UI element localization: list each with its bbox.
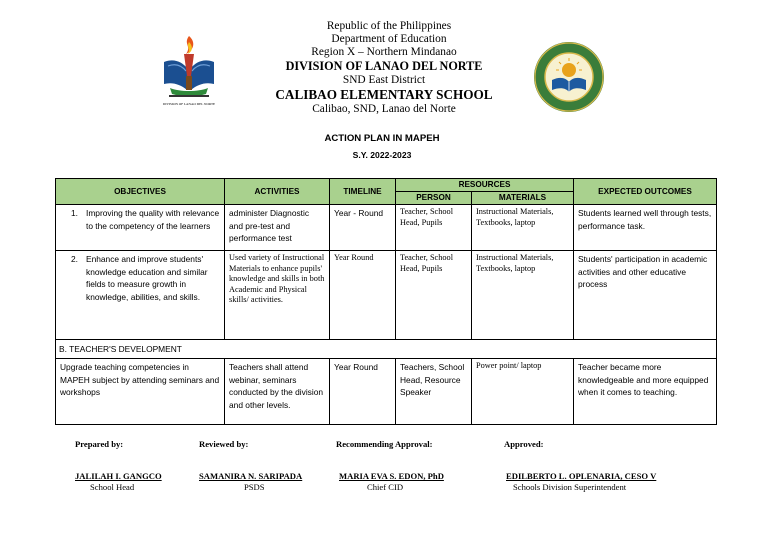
division-line: DIVISION OF LANAO DEL NORTE — [285, 59, 483, 73]
table-row — [56, 251, 717, 340]
objective-cell: Upgrade teaching competencies in MAPEH subject by attending seminars and workshops — [56, 359, 225, 425]
approved-position: Schools Division Superintendent — [513, 482, 627, 492]
header-timeline: TIMELINE — [330, 179, 396, 205]
timeline-cell: Year - Round — [330, 205, 396, 251]
header-resources: RESOURCES — [396, 179, 574, 192]
activity-cell: Used variety of Instructional Materials to enhance pupils' knowledge and skills in both Academic and Physical skills/ activities. — [225, 251, 330, 340]
activity-cell: Teachers shall attend webinar, seminars conducted by the division and other levels. — [225, 359, 330, 425]
address-line: Calibao, SND, Lanao del Norte — [312, 103, 456, 115]
approved-label: Approved: — [504, 439, 544, 449]
table-row — [56, 359, 717, 425]
header-objectives: OBJECTIVES — [56, 179, 225, 205]
objective-number: 1. — [71, 208, 78, 218]
objective-cell — [56, 251, 225, 340]
republic-line: Republic of the Philippines — [326, 20, 452, 32]
district-line: SND East District — [342, 74, 426, 86]
objective-number: 2. — [71, 254, 78, 264]
person-cell: Teachers, School Head, Resource Speaker — [396, 359, 472, 425]
header-materials: MATERIALS — [472, 192, 574, 205]
table-row — [56, 205, 717, 251]
outcome-cell: Teacher became more knowledgeable and more equipped when it comes to teaching. — [574, 359, 717, 425]
header-outcomes: EXPECTED OUTCOMES — [574, 179, 717, 205]
materials-cell: Instructional Materials, Textbooks, laptop — [472, 251, 574, 340]
activity-cell: administer Diagnostic and pre-test and performance test — [225, 205, 330, 251]
objective-text: Improving the quality with relevance to the competency of the learners — [86, 208, 220, 231]
section-b-label: B. TEACHER'S DEVELOPMENT — [56, 340, 717, 359]
person-cell: Teacher, School Head, Pupils — [396, 251, 472, 340]
recommending-label: Recommending Approval: — [336, 439, 433, 449]
outcome-cell: Students learned well through tests, performance task. — [574, 205, 717, 251]
objective-text: Enhance and improve students' knowledge education and similar fields to measure growth in knowledge, abilities, and skills. — [86, 254, 208, 302]
outcome-cell: Students' participation in academic activities and other educative process — [574, 251, 717, 340]
reviewed-label: Reviewed by: — [199, 439, 249, 449]
department-line: Department of Education — [331, 33, 447, 45]
person-cell: Teacher, School Head, Pupils — [396, 205, 472, 251]
timeline-cell: Year Round — [330, 359, 396, 425]
header-activities: ACTIVITIES — [225, 179, 330, 205]
timeline-cell: Year Round — [330, 251, 396, 340]
prepared-label: Prepared by: — [75, 439, 124, 449]
action-plan-table — [55, 178, 717, 425]
left-logo-caption: DIVISION OF LANAO DEL NORTE — [162, 102, 216, 106]
recommending-position: Chief CID — [367, 482, 404, 492]
document-title: ACTION PLAN IN MAPEH — [324, 133, 440, 144]
recommending-name: MARIA EVA S. EDON, PhD — [339, 471, 444, 481]
prepared-name: JALILAH I. GANGCO — [75, 471, 162, 481]
school-name: CALIBAO ELEMENTARY SCHOOL — [275, 87, 493, 102]
objective-cell — [56, 205, 225, 251]
reviewed-position: PSDS — [244, 482, 265, 492]
region-line: Region X – Northern Mindanao — [311, 46, 457, 58]
materials-cell: Power point/ laptop — [472, 359, 574, 425]
reviewed-name: SAMANIRA N. SARIPADA — [199, 471, 303, 481]
approved-name: EDILBERTO L. OPLENARIA, CESO V — [506, 471, 657, 481]
header-person: PERSON — [396, 192, 472, 205]
school-year: S.Y. 2022-2023 — [352, 150, 412, 160]
prepared-position: School Head — [90, 482, 135, 492]
section-row — [56, 340, 717, 359]
materials-cell: Instructional Materials, Textbooks, laptop — [472, 205, 574, 251]
